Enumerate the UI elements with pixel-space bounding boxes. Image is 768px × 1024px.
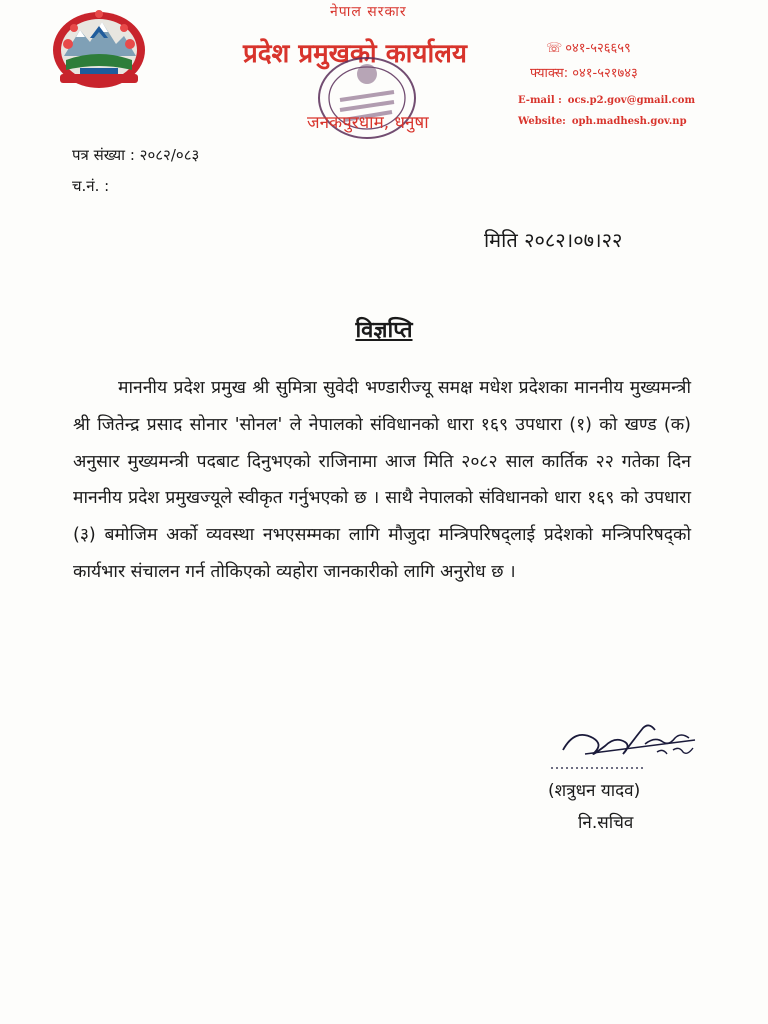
fax-line: [530, 67, 638, 80]
dispatch-number: च.नं. :: [72, 177, 110, 195]
phone-number: ०४१-५२६६५९: [565, 41, 631, 56]
signatory-title: नि.सचिव: [578, 813, 634, 833]
website-line: [518, 117, 687, 127]
website-url[interactable]: oph.madhesh.gov.np: [571, 116, 687, 127]
email-line: [518, 96, 695, 106]
office-name: प्रदेश प्रमुखको कार्यालय: [243, 39, 467, 69]
phone-icon: ☏: [546, 41, 563, 56]
letter-date: मिति २०८२।०७।२२: [484, 228, 623, 252]
fax-label: फ्याक्स:: [530, 66, 569, 81]
subject-heading: विज्ञप्ति: [355, 318, 413, 343]
letter-number: पत्र संख्या : २०८२/०८३: [72, 146, 200, 164]
signatory-name: (शत्रुधन यादव): [548, 781, 641, 801]
fax-number: ०४१-५२१७४३: [572, 66, 638, 81]
body-paragraph: माननीय प्रदेश प्रमुख श्री सुमित्रा सुवेदी भण्डारीज्यू समक्ष मधेश प्रदेशका माननीय मुख्यमन्त्री श्री जितेन्द्र प्रसाद सोनार 'सोनल' ले नेपालको संविधानको धारा १६९ उपधारा (१) को खण्ड (क) अनुसार मुख्यमन्त्री पदबाट दिनुभएको राजिनामा आज मिति २०८२ साल कार्तिक २२ गतेका दिन माननीय प्रदेश प्रमुखज्यूले स्वीकृत गर्नुभएको छ । साथै नेपालको संविधानको धारा १६९ को उपधारा (३) बमोजिम अर्को व्यवस्था नभएसम्मका लागि मौजुदा मन्त्रिपरिषद्लाई प्रदेशको मन्त्रिपरिषद्को कार्यभार संचालन गर्न तोकिएको व्यहोरा जानकारीको लागि अनुरोध छ ।: [73, 378, 691, 582]
website-label: Website:: [518, 116, 566, 127]
office-address: जनकपुरधाम, धनुषा: [307, 113, 429, 133]
phone-line: [546, 42, 631, 55]
email-label: E-mail :: [518, 95, 562, 106]
government-name: नेपाल सरकार: [330, 4, 407, 20]
handwritten-signature-icon: [545, 708, 710, 780]
national-emblem-icon: [50, 8, 148, 90]
email-address[interactable]: ocs.p2.gov@gmail.com: [567, 95, 696, 106]
